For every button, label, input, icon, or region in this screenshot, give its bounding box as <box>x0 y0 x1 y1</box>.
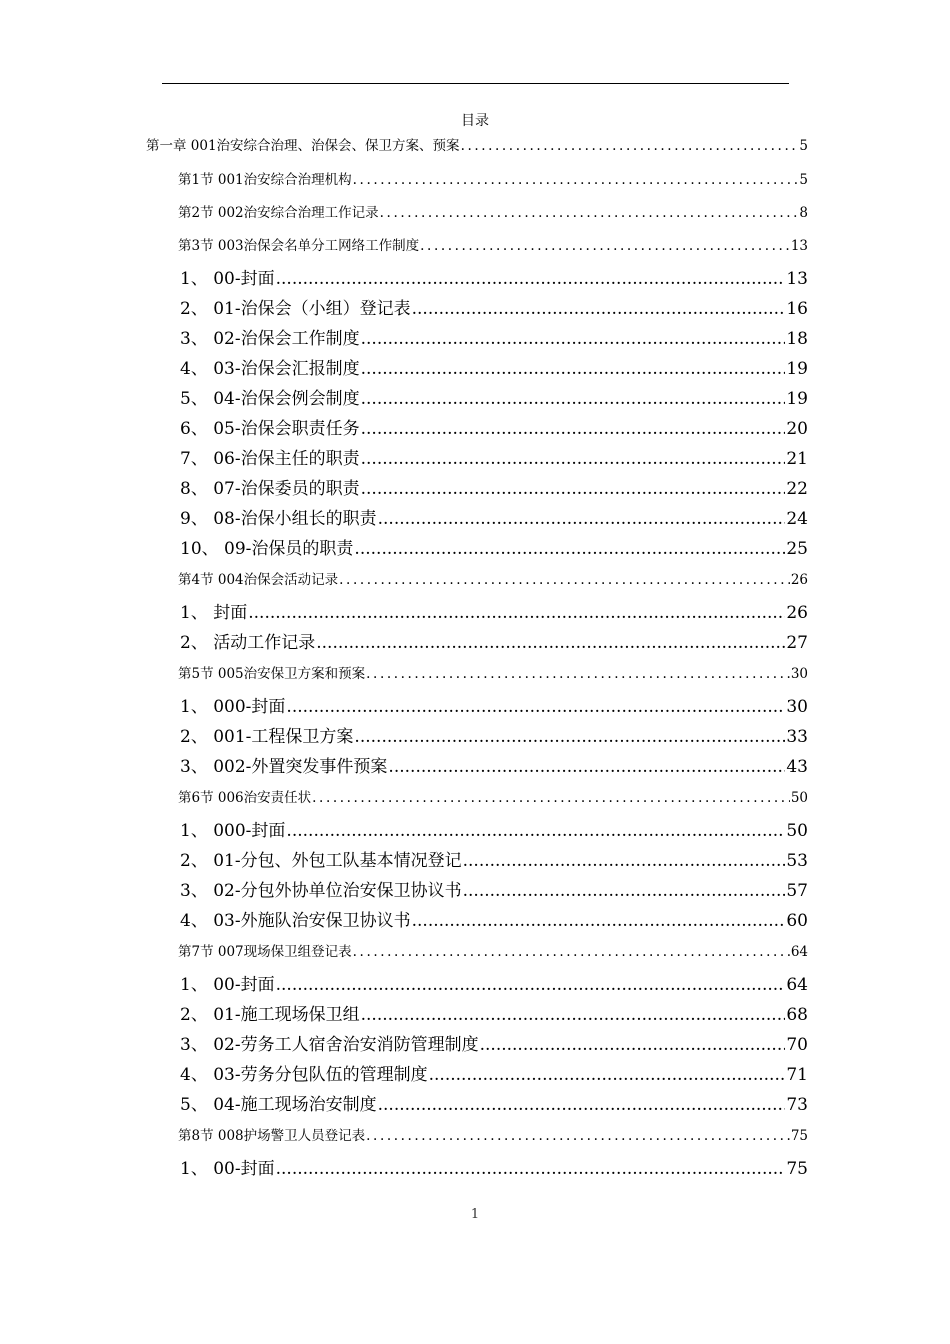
toc-entry-page: 22 <box>786 479 808 499</box>
toc-entry-page: 21 <box>786 449 808 469</box>
toc-entry-title: 第3节 003治保会名单分工网络工作制度 <box>178 238 420 254</box>
toc-entry[interactable] <box>180 1093 808 1117</box>
toc-entry-page: 19 <box>786 389 808 409</box>
toc-entry-page: 64 <box>790 944 808 960</box>
toc-entry[interactable] <box>180 327 808 351</box>
toc-entry-page: 71 <box>786 1065 808 1085</box>
toc-entry-page: 75 <box>790 1128 808 1144</box>
toc-entry-title: 5、 04-施工现场治安制度 <box>180 1095 377 1115</box>
toc-entry-page: 25 <box>786 539 808 559</box>
toc-entry[interactable] <box>180 1063 808 1087</box>
toc-entry-page: 57 <box>786 881 808 901</box>
toc-entry[interactable] <box>180 1033 808 1057</box>
dot-leader <box>412 909 786 933</box>
toc-entry-title: 1、 000-封面 <box>180 697 286 717</box>
dot-leader <box>361 417 786 441</box>
page-number: 1 <box>470 1207 480 1222</box>
toc-entry-title: 1、 00-封面 <box>180 975 275 995</box>
toc-entry-title: 第2节 002治安综合治理工作记录 <box>178 205 379 221</box>
toc-entry-title: 第6节 006治安责任状 <box>178 790 312 806</box>
toc-entry-title: 5、 04-治保会例会制度 <box>180 389 360 409</box>
dot-leader <box>361 357 786 381</box>
toc-entry-page: 64 <box>786 975 808 995</box>
toc-entry[interactable] <box>180 417 808 441</box>
dot-leader <box>463 879 786 903</box>
dot-leader <box>420 236 790 256</box>
toc-entry-title: 2、 活动工作记录 <box>180 633 316 653</box>
toc-entry[interactable] <box>178 570 808 590</box>
toc-entry-title: 7、 06-治保主任的职责 <box>180 449 360 469</box>
toc-entry[interactable] <box>180 447 808 471</box>
toc-entry-page: 30 <box>786 697 808 717</box>
toc-entry-title: 1、 00-封面 <box>180 269 275 289</box>
toc-entry-page: 13 <box>786 269 808 289</box>
dot-leader <box>380 203 799 223</box>
dot-leader <box>429 1063 786 1087</box>
toc-entry[interactable] <box>180 387 808 411</box>
toc-entry[interactable] <box>180 725 808 749</box>
toc-entry-page: 68 <box>786 1005 808 1025</box>
header-rule <box>162 83 789 84</box>
toc-entry[interactable] <box>178 664 808 684</box>
toc-entry-title: 第1节 001治安综合治理机构 <box>178 172 352 188</box>
toc-entry-title: 1、 封面 <box>180 603 248 623</box>
toc-entry-title: 10、 09-治保员的职责 <box>180 539 354 559</box>
toc-entry[interactable] <box>180 879 808 903</box>
toc-entry-page: 26 <box>790 572 808 588</box>
dot-leader <box>378 507 786 531</box>
toc-entry-title: 1、 00-封面 <box>180 1159 275 1179</box>
dot-leader <box>361 327 786 351</box>
toc-entry[interactable] <box>178 170 808 190</box>
toc-entry-title: 4、 03-治保会汇报制度 <box>180 359 360 379</box>
toc-entry-page: 73 <box>786 1095 808 1115</box>
toc-entry[interactable] <box>180 1157 808 1181</box>
dot-leader <box>354 537 785 561</box>
toc-entry-page: 26 <box>786 603 808 623</box>
toc-entry[interactable] <box>180 973 808 997</box>
dot-leader <box>316 631 785 655</box>
dot-leader <box>286 819 785 843</box>
toc-entry[interactable] <box>180 755 808 779</box>
toc-entry-page: 20 <box>786 419 808 439</box>
toc-entry[interactable] <box>180 507 808 531</box>
toc-entry-page: 33 <box>786 727 808 747</box>
toc-entry[interactable] <box>180 297 808 321</box>
dot-leader <box>353 170 799 190</box>
toc-entry[interactable] <box>180 357 808 381</box>
toc-entry-page: 70 <box>786 1035 808 1055</box>
dot-leader <box>388 755 785 779</box>
toc-entry-page: 43 <box>786 757 808 777</box>
toc-entry-page: 19 <box>786 359 808 379</box>
toc-entry-title: 9、 08-治保小组长的职责 <box>180 509 377 529</box>
toc-entry-title: 第8节 008护场警卫人员登记表 <box>178 1128 366 1144</box>
toc-entry[interactable] <box>180 695 808 719</box>
toc-entry-page: 50 <box>790 790 808 806</box>
dot-leader <box>339 570 790 590</box>
toc-entry[interactable] <box>180 909 808 933</box>
toc-entry[interactable] <box>178 1126 808 1146</box>
toc-entry-page: 53 <box>786 851 808 871</box>
toc-entry-title: 3、 02-治保会工作制度 <box>180 329 360 349</box>
toc-entry[interactable] <box>178 942 808 962</box>
toc-entry[interactable] <box>178 236 808 256</box>
dot-leader <box>276 973 786 997</box>
dot-leader <box>361 447 786 471</box>
toc-entry[interactable] <box>180 1003 808 1027</box>
toc-entry-title: 3、 02-分包外协单位治安保卫协议书 <box>180 881 462 901</box>
toc-title: 目录 <box>461 113 489 129</box>
toc-entry-page: 60 <box>786 911 808 931</box>
toc-entry-title: 6、 05-治保会职责任务 <box>180 419 360 439</box>
dot-leader <box>361 1003 786 1027</box>
toc-entry-title: 3、 02-劳务工人宿舍治安消防管理制度 <box>180 1035 479 1055</box>
dot-leader <box>361 477 786 501</box>
toc-entry-title: 1、 000-封面 <box>180 821 286 841</box>
toc-entry-title: 第4节 004治保会活动记录 <box>178 572 339 588</box>
toc-entry-page: 27 <box>786 633 808 653</box>
toc-entry[interactable] <box>180 477 808 501</box>
toc-entry-title: 2、 01-施工现场保卫组 <box>180 1005 360 1025</box>
dot-leader <box>248 601 785 625</box>
toc-entry-title: 2、 001-工程保卫方案 <box>180 727 354 747</box>
toc-entry[interactable] <box>180 631 808 655</box>
toc-entry-page: 24 <box>786 509 808 529</box>
toc-entry-page: 75 <box>786 1159 808 1179</box>
dot-leader <box>461 136 799 156</box>
toc-entry[interactable] <box>180 819 808 843</box>
dot-leader <box>353 942 790 962</box>
dot-leader <box>366 664 790 684</box>
toc-entry[interactable] <box>178 203 808 223</box>
toc-entry-page: 18 <box>786 329 808 349</box>
toc-entry-title: 2、 01-分包、外包工队基本情况登记 <box>180 851 462 871</box>
toc-entry[interactable] <box>146 136 808 156</box>
toc-entry-page: 5 <box>799 138 808 154</box>
toc-entry-title: 4、 03-劳务分包队伍的管理制度 <box>180 1065 428 1085</box>
toc-entry-page: 13 <box>790 238 808 254</box>
dot-leader <box>361 387 786 411</box>
toc-entry[interactable] <box>180 267 808 291</box>
toc-entry-title: 第7节 007现场保卫组登记表 <box>178 944 352 960</box>
dot-leader <box>354 725 785 749</box>
toc-entry[interactable] <box>180 849 808 873</box>
toc-entry-title: 8、 07-治保委员的职责 <box>180 479 360 499</box>
dot-leader <box>412 297 786 321</box>
toc-entry-page: 30 <box>790 666 808 682</box>
dot-leader <box>276 267 786 291</box>
dot-leader <box>480 1033 786 1057</box>
dot-leader <box>378 1093 786 1117</box>
dot-leader <box>463 849 786 873</box>
toc-entry-page: 50 <box>786 821 808 841</box>
dot-leader <box>312 788 790 808</box>
toc-entry[interactable] <box>180 601 808 625</box>
dot-leader <box>276 1157 786 1181</box>
toc-entry-title: 第一章 001治安综合治理、治保会、保卫方案、预案 <box>146 138 460 154</box>
toc-entry-title: 4、 03-外施队治安保卫协议书 <box>180 911 411 931</box>
dot-leader <box>366 1126 790 1146</box>
toc-entry[interactable] <box>180 537 808 561</box>
toc-entry-page: 8 <box>799 205 808 221</box>
dot-leader <box>286 695 785 719</box>
toc-entry-title: 2、 01-治保会（小组）登记表 <box>180 299 411 319</box>
toc-entry[interactable] <box>178 788 808 808</box>
toc-entry-title: 第5节 005治安保卫方案和预案 <box>178 666 366 682</box>
toc-entry-page: 16 <box>786 299 808 319</box>
toc-entry-page: 5 <box>799 172 808 188</box>
toc-entry-title: 3、 002-外置突发事件预案 <box>180 757 388 777</box>
